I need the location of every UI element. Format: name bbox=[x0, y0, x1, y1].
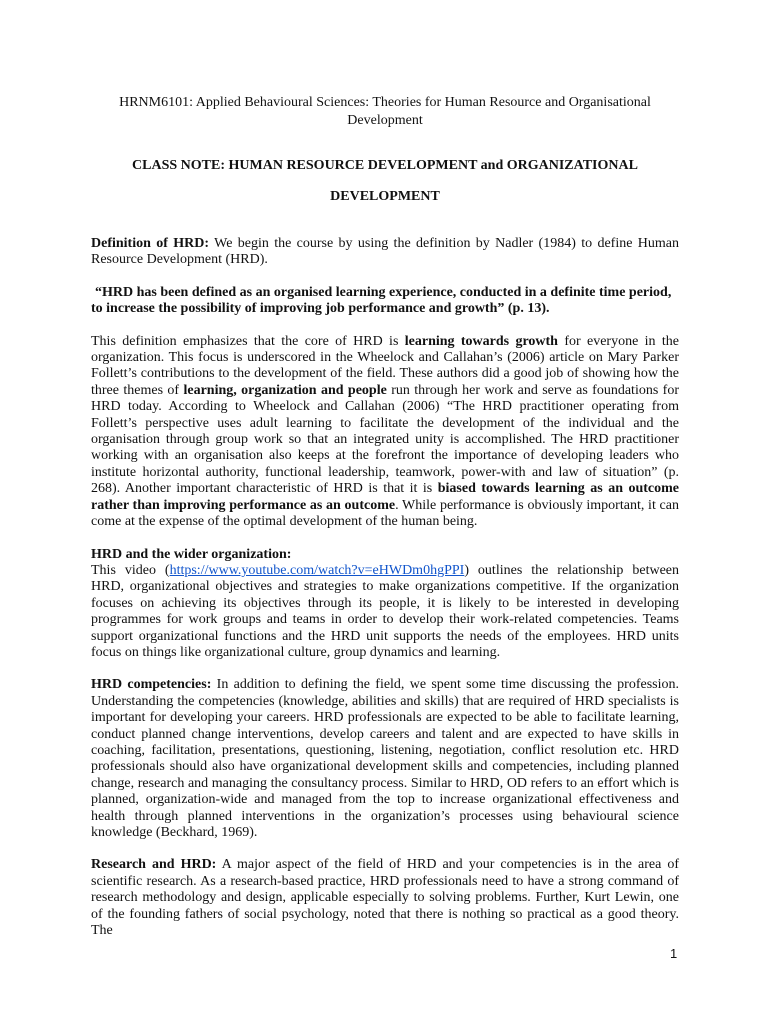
definition-text: We begin the course by using the definition by Nadler (1984) to define Human Resource Development (HRD). bbox=[91, 236, 679, 268]
emphasis-text-2: for everyone in the organization. This focus is underscored in the Wheelock and Callahan’s (2006) article on Mary Parker Follett’s contributions to the development of the field. These authors did a good job of showing how the three themes of bbox=[91, 333, 679, 398]
definition-heading: Definition of HRD: bbox=[91, 236, 210, 251]
competencies-paragraph bbox=[91, 677, 679, 841]
emphasis-bold-1: learning towards growth bbox=[404, 333, 558, 349]
wider-text-2: ) outlines the relationship between HRD, organizational objectives and strategies to make organizations competitive. If the organization focuses on achieving its objectives through its people, it is likely to be interested in developing programmes for work groups and teams in order to develop their work-related competencies. Teams support organizational functions and the HRD unit supports the needs of the employees. HRD units focus on things like organizational culture, group dynamics and learning. bbox=[91, 562, 679, 660]
emphasis-text-4: . While performance is obviously important, it can come at the expense of the optimal development of the human being. bbox=[91, 497, 679, 530]
wider-organization-paragraph bbox=[91, 547, 679, 662]
wider-organization-heading: HRD and the wider organization: bbox=[91, 546, 292, 562]
course-header: HRNM6101: Applied Behavioural Sciences: Theories for Human Resource and Organisational Development bbox=[119, 95, 651, 128]
page-number: 1 bbox=[670, 946, 678, 961]
page-title-continued: DEVELOPMENT bbox=[330, 189, 440, 204]
definition-paragraph bbox=[91, 236, 679, 269]
emphasis-text-1: This definition emphasizes that the core of HRD is bbox=[91, 333, 405, 349]
competencies-heading: HRD competencies: bbox=[91, 677, 212, 693]
document-page bbox=[91, 0, 679, 1024]
research-paragraph bbox=[91, 857, 679, 939]
page-title: CLASS NOTE: HUMAN RESOURCE DEVELOPMENT and ORGANIZATIONAL bbox=[132, 158, 638, 173]
research-text: A major aspect of the field of HRD and your competencies is in the area of scientific research. As a research-based practice, HRD professionals need to have a strong command of research methodology and design, applicable especially to solving problems. Further, Kurt Lewin, one of the founding fathers of social psychology, noted that there is nothing so practical as a good theory. The bbox=[91, 857, 680, 939]
wider-text-1: This video ( bbox=[91, 562, 170, 578]
youtube-video-link[interactable]: https://www.youtube.com/watch?v=eHWDm0hgPPI bbox=[169, 562, 465, 578]
emphasis-bold-3: biased towards learning as an outcome rather than improving performance as an outcome bbox=[91, 481, 680, 513]
research-heading: Research and HRD: bbox=[91, 857, 217, 873]
competencies-text: In addition to defining the field, we spent some time discussing the profession. Understanding the competencies (knowledge, abilities and skills) that are required of HRD specialists is important for developing your careers. HRD professionals are expected to be able to facilitate learning, conduct planned change interventions, develop careers and talent and are expected to have skills in coaching, facilitation, presentations, questioning, listening, negotiation, conflict resolution etc. HRD professionals should also have organizational development skills and competencies, including planned change, research and managing the consultancy process. Similar to HRD, OD refers to an effort which is planned, organization-wide and managed from the top to increase organizational effectiveness and health through planned interventions in the organization’s processes using behavioural science knowledge (Beckhard, 1969). bbox=[91, 677, 679, 840]
emphasis-text-3: run through her work and serve as foundations for HRD today. According to Wheelock and Callahan (2006) “The HRD practitioner operating from Follett’s perspective uses adult learning to facilitate the development of the individual and the organisation through group work so that an integrated unity is accomplished. The HRD practitioner working with an organisation also keeps at the forefront the importance of developing leaders who institute horizontal authority, functional leadership, teamwork, power-with and law of situation” (p. 268). Another important characteristic of HRD is that it is bbox=[91, 382, 679, 497]
emphasis-bold-2: learning, organization and people bbox=[183, 382, 387, 398]
emphasis-paragraph bbox=[91, 334, 679, 531]
definition-quote: “HRD has been defined as an organised learning experience, conducted in a definite time period, to increase the possibility of improving job performance and growth” (p. 13). bbox=[91, 284, 672, 317]
document-body bbox=[91, 236, 679, 955]
